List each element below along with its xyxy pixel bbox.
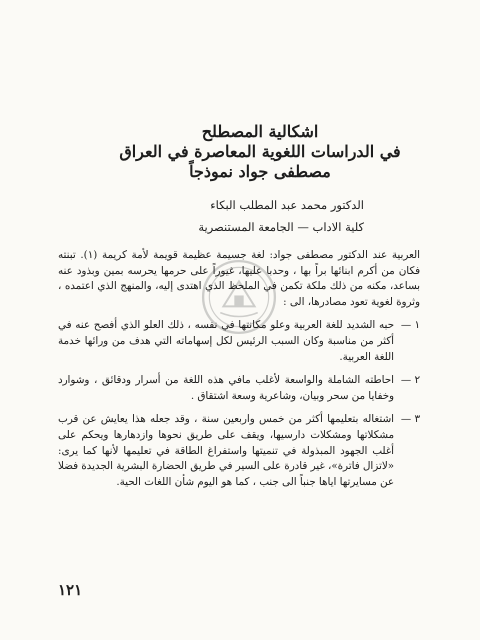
page-number: ١٢١ xyxy=(58,581,83,599)
list-item-number: ٢ — xyxy=(400,374,420,387)
list-item-text: اشتغاله بتعليمها أكثر من خمس واربعين سنة ، وقد جعله هذا يعايش عن قرب مشكلاتها ومشكلات دارسيها، ويقف على طريق نحوها وازدهارها ويحكم على أغلب الجهود المبذولة في تنميتها واستفراغ الطاقة في تعليمها لأنها كما يرى: «لاتزال فاترة»، غير قادرة على السير في طريق الحضارة البشرية الجديدة فضلا عن مسايرتها اياها جنباً الى جنب ، كما هو اليوم شأن اللغات الحية. xyxy=(58,413,394,488)
title-line-3: مصطفى جواد نموذجاً xyxy=(189,162,331,181)
intro-paragraph: العربية عند الدكتور مصطفى جواد: لغة جسيمة عظيمة قويمة لأمة كريمة (١). تبنته فكان من أكرم ابنائها براً بها ، وحدبا عليها، غيوراً على حرمها يحرسه بمين وبذود عنه بساعد، مكنه من ذلك ملكة تكمن في الملحظ الذي اهتدى إليه، والمنهج الذي اعتمده ، وثروة لغوية تعود مصادرها، الى : xyxy=(58,249,420,308)
article-body xyxy=(58,248,420,498)
article-title xyxy=(110,122,410,182)
list-item xyxy=(58,412,420,490)
list-item-text: حبه الشديد للغة العربية وعلو مكانتها في نفسه ، ذلك العلو الذي أفصح عنه في أكثر من مناسبة وكان السبب الرئيس لكل إسهاماته التي هدف من ورائها خدمة اللغة العربية. xyxy=(58,319,394,363)
list-item xyxy=(58,373,420,404)
list-item-text: احاطته الشاملة والواسعة لأغلب مافي هذه اللغة من أسرار ودقائق ، وشوارد وخفايا من سحر وبيان، وشاعرية وسعة اشتقاق . xyxy=(58,374,394,402)
list-item-number: ١ — xyxy=(400,319,420,332)
list-item xyxy=(58,318,420,365)
title-line-2: في الدراسات اللغوية المعاصرة في العراق xyxy=(119,142,401,161)
list-item-number: ٣ — xyxy=(400,413,420,426)
author-name: الدكتور محمد عبد المطلب البكاء xyxy=(210,198,364,212)
author-affiliation: كلية الاداب — الجامعة المستنصرية xyxy=(198,220,364,234)
title-line-1: اشكالية المصطلح xyxy=(201,122,319,141)
